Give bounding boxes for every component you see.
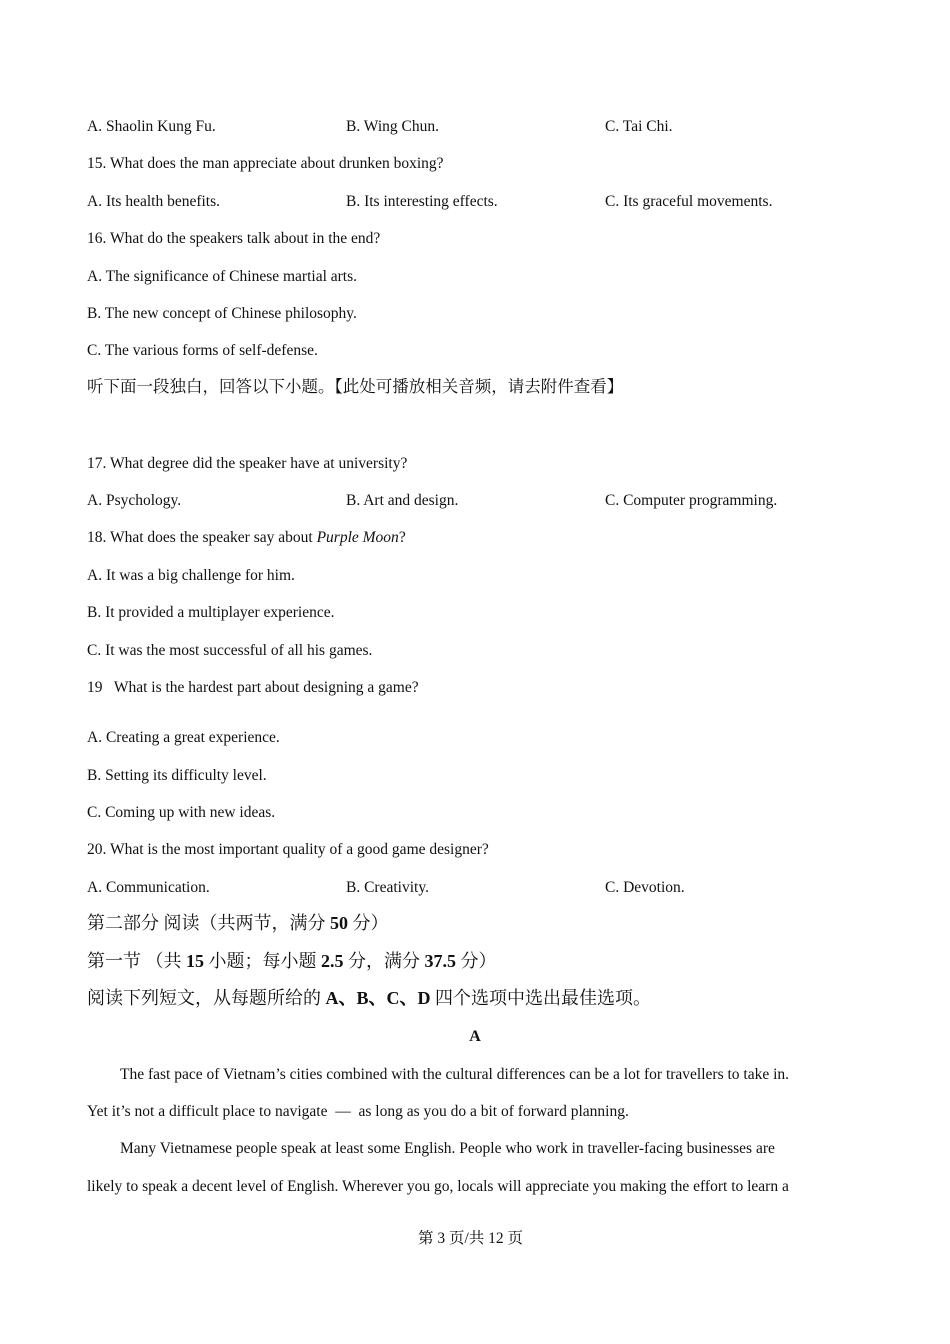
- q14-option-b: B. Wing Chun.: [346, 118, 439, 135]
- passage-paragraph-2-line-1: Many Vietnamese people speak at least some English. People who work in traveller-facing businesses are: [120, 1140, 775, 1157]
- q18-option-a: A. It was a big challenge for him.: [87, 567, 295, 584]
- q16-option-b: B. The new concept of Chinese philosophy.: [87, 305, 357, 322]
- q20-option-c: C. Devotion.: [605, 879, 685, 896]
- q17-option-b: B. Art and design.: [346, 492, 459, 509]
- section1-text-1: 第一节 （共: [87, 951, 186, 971]
- q17-question: 17. What degree did the speaker have at university?: [87, 455, 408, 472]
- monologue-instruction: 听下面一段独白，回答以下小题。【此处可播放相关音频，请去附件查看】: [87, 377, 624, 396]
- q16-option-c: C. The various forms of self-defense.: [87, 342, 318, 359]
- part2-heading: [87, 913, 389, 933]
- q17-option-c: C. Computer programming.: [605, 492, 778, 509]
- q15-option-c: C. Its graceful movements.: [605, 193, 773, 210]
- q19-option-c: C. Coming up with new ideas.: [87, 804, 276, 821]
- section1-heading: [87, 951, 497, 971]
- q18-question-title: Purple Moon: [316, 529, 399, 546]
- q15-question: 15. What does the man appreciate about drunken boxing?: [87, 155, 444, 172]
- part2-total-score: 50: [330, 913, 348, 933]
- section1-text-4: 分）: [456, 951, 497, 971]
- passage-paragraph-1-line-1: The fast pace of Vietnam’s cities combined with the cultural differences can be a lot for travellers to take in.: [120, 1066, 790, 1083]
- section1-text-2: 小题；每小题: [204, 951, 321, 971]
- q20-option-b: B. Creativity.: [346, 879, 429, 896]
- q17-option-a: A. Psychology.: [87, 492, 182, 509]
- instruction-text-1: 阅读下列短文，从每题所给的: [87, 988, 326, 1008]
- q20-option-a: A. Communication.: [87, 879, 210, 896]
- section1-text-3: 分，满分: [343, 951, 425, 971]
- section1-count: 15: [186, 951, 204, 971]
- q18-question: [87, 528, 406, 548]
- q18-option-b: B. It provided a multiplayer experience.: [87, 604, 335, 621]
- section1-per-score: 2.5: [321, 951, 344, 971]
- passage-letter: A: [469, 1028, 481, 1045]
- page-footer: 第 3 页/共 12 页: [418, 1230, 524, 1247]
- q15-option-a: A. Its health benefits.: [87, 193, 221, 210]
- instruction-options: A、B、C、D: [325, 988, 431, 1008]
- instruction-text-2: 四个选项中选出最佳选项。: [430, 988, 652, 1008]
- part2-heading-end: 分）: [348, 913, 389, 933]
- reading-instruction: [87, 988, 651, 1008]
- part2-heading-text: 第二部分 阅读（共两节，满分: [87, 913, 330, 933]
- q19-option-a: A. Creating a great experience.: [87, 729, 280, 746]
- q18-question-prefix: 18. What does the speaker say about: [87, 529, 317, 546]
- q14-option-c: C. Tai Chi.: [605, 118, 673, 135]
- passage-paragraph-1-line-2: Yet it’s not a difficult place to navigate — as long as you do a bit of forward planning.: [87, 1103, 629, 1120]
- q20-question: 20. What is the most important quality of a good game designer?: [87, 841, 489, 858]
- section1-total-score: 37.5: [424, 951, 456, 971]
- passage-paragraph-2-line-2: likely to speak a decent level of English. Wherever you go, locals will appreciate you making the effort to learn a: [87, 1178, 789, 1195]
- q19-question: 19 What is the hardest part about designing a game?: [87, 679, 419, 696]
- q16-question: 16. What do the speakers talk about in the end?: [87, 230, 381, 247]
- q18-option-c: C. It was the most successful of all his games.: [87, 642, 373, 659]
- q15-option-b: B. Its interesting effects.: [346, 193, 498, 210]
- q18-question-suffix: ?: [398, 529, 406, 546]
- q16-option-a: A. The significance of Chinese martial arts.: [87, 268, 358, 285]
- q14-option-a: A. Shaolin Kung Fu.: [87, 118, 216, 135]
- q19-option-b: B. Setting its difficulty level.: [87, 767, 267, 784]
